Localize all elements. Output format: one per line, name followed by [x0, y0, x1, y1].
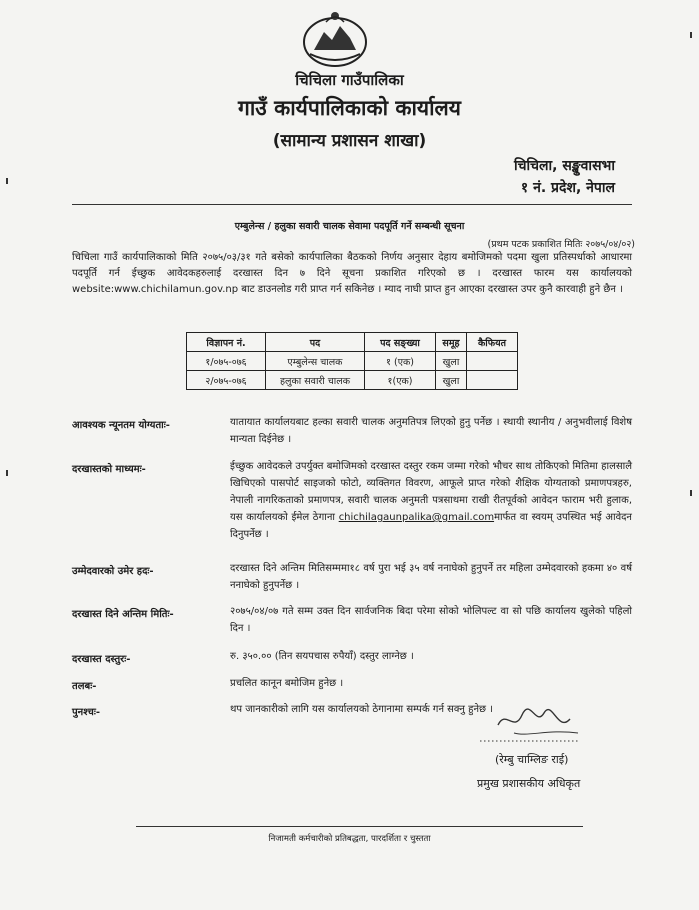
requirement-label: उम्मेदवारको उमेर हदः- — [72, 566, 154, 577]
column-header: पद सङ्ख्या — [365, 333, 436, 352]
signature-icon — [478, 703, 588, 743]
address-line-1: चिचिला, सङ्खुवासभा — [513, 158, 615, 174]
address-line-2: १ नं. प्रदेश, नेपाल — [520, 180, 615, 196]
table-header-row — [187, 333, 518, 352]
requirement-label: दरखास्त दिने अन्तिम मितिः- — [72, 609, 174, 620]
requirement-value: २०७५/०४/०७ गते सम्म उक्त दिन सार्वजनिक बिदा परेमा सोको भोलिपल्ट वा सो पछि कार्यालय खुलेको पहिलो दिन । — [230, 606, 632, 634]
scan-mark — [6, 470, 8, 476]
notice-subject: एम्बुलेन्स / हलुका सवारी चालक सेवामा पदपूर्ति गर्ने सम्बन्धी सूचना — [234, 221, 465, 232]
column-header: पद — [266, 333, 365, 352]
office-title: गाउँ कार्यपालिकाको कार्यालय — [238, 96, 461, 120]
column-header: कैफियत — [467, 333, 518, 352]
table-cell: खुला — [436, 352, 467, 371]
table-row — [187, 352, 518, 371]
table-row — [187, 371, 518, 390]
office-name: चिचिला गाउँपालिका — [295, 71, 404, 89]
requirement-value: यातायात कार्यालयबाट हल्का सवारी चालक अनुमतिपत्र लिएको हुनु पर्नेछ । स्थायी स्थानीय / अनुभवीलाई विशेष मान्यता दिईनेछ । — [230, 417, 632, 445]
table-cell: १ (एक) — [365, 352, 436, 371]
table-cell: २/०७५-०७६ — [187, 371, 266, 390]
table-cell — [467, 371, 518, 390]
column-header: विज्ञापन नं. — [187, 333, 266, 352]
requirement-value: दरखास्त दिने अन्तिम मितिसम्ममा१८ वर्ष पुरा भई ३५ वर्ष ननाघेको हुनुपर्ने तर महिला उम्मेदवारको हकमा ४० वर्ष ननाघेको हुनुपर्नेछ । — [230, 563, 632, 591]
requirement-label: तलबः- — [72, 681, 97, 692]
table-cell: एम्बुलेन्स चालक — [266, 352, 365, 371]
table-cell — [467, 352, 518, 371]
publish-date: (प्रथम पटक प्रकाशित मितिः २०७५/०४/०२) — [487, 239, 635, 250]
footer-divider — [136, 826, 583, 827]
requirement-label: दरखास्तको माध्यमः- — [72, 464, 146, 475]
application-method-text: ईच्छुक आवेदकले उपर्युक्त बमोजिमको दरखास्त दस्तुर रकम जम्मा गरेको भौचर साथ तोकिएको मितिमा हालसालै खिचिएको पासपोर्ट साइजको फोटो, व्यक्तिगत विवरण, आफूले प्राप्त गरेको शैक्षिक योग्यताको प्रमाणपत्रहरु, नेपाली नागरिकताको प्रमाणपत्र, सवारी चालक अनुमती पत्रसाथमा राखी रीतपूर्वको आवेदन फाराम भरी हुलाक, यस कार्यालयको ईमेल ठेगाना — [230, 461, 632, 523]
nepal-emblem-icon — [300, 8, 370, 70]
notice-intro: चिचिला गाउँ कार्यपालिकाको मिति २०७५/०३/३१ गते बसेको कार्यपालिका बैठकको निर्णय अनुसार देहाय बमोजिमको पदमा खुला प्रतिस्पर्धाको आधारमा पदपूर्ति गर्न ईच्छुक आवेदकहरुलाई दरखास्त दिन ७ दिने सूचना प्रकाशित गरिएको छ । दरखास्त फारम यस कार्यालयको website:www.chichilamun.gov.np बाट डाउनलोड गरी प्राप्त गर्न सकिनेछ । म्याद नाघी प्राप्त हुन आएका दरखास्त उपर कुनै कारवाही हुने छैन । — [72, 252, 632, 295]
footer-motto: निजामती कर्मचारीको प्रतिबद्धता, पारदर्शिता र चुस्तता — [268, 834, 431, 844]
office-branch: (सामान्य प्रशासन शाखा) — [272, 131, 427, 151]
email-link[interactable]: chichilagaunpalika@gmail.com — [338, 512, 495, 523]
vacancy-table — [186, 332, 518, 390]
scan-mark — [690, 490, 692, 496]
table-cell: १(एक) — [365, 371, 436, 390]
table-cell: १/०७५-०७६ — [187, 352, 266, 371]
signatory-name: (रेम्बु चाम्लिङ राई) — [495, 753, 569, 766]
table-cell: खुला — [436, 371, 467, 390]
application-method-tail: मार्फत वा स्वयम् उपस्थित भई आवेदन दिनुपर्नेछ । — [230, 512, 632, 540]
header-divider — [72, 204, 632, 205]
requirement-value: प्रचलित कानून बमोजिम हुनेछ । — [230, 678, 344, 689]
column-header: समूह — [436, 333, 467, 352]
requirement-label: आवश्यक न्यूनतम योग्यताः- — [72, 420, 170, 431]
scan-mark — [690, 32, 692, 38]
requirement-value: थप जानकारीको लागि यस कार्यालयको ठेगानामा सम्पर्क गर्न सक्नु हुनेछ । — [230, 704, 493, 715]
scan-mark — [6, 178, 8, 184]
requirement-value: रु. ३५०.०० (तिन सयपचास रुपैयाँ) दस्तुर लाग्नेछ । — [230, 651, 414, 662]
signatory-title: प्रमुख प्रशासकीय अधिकृत — [477, 777, 581, 790]
requirement-value — [230, 458, 632, 543]
table-cell: हलुका सवारी चालक — [266, 371, 365, 390]
requirement-label: पुनश्चः- — [72, 707, 101, 718]
requirement-label: दरखास्त दस्तुरः- — [72, 654, 131, 665]
